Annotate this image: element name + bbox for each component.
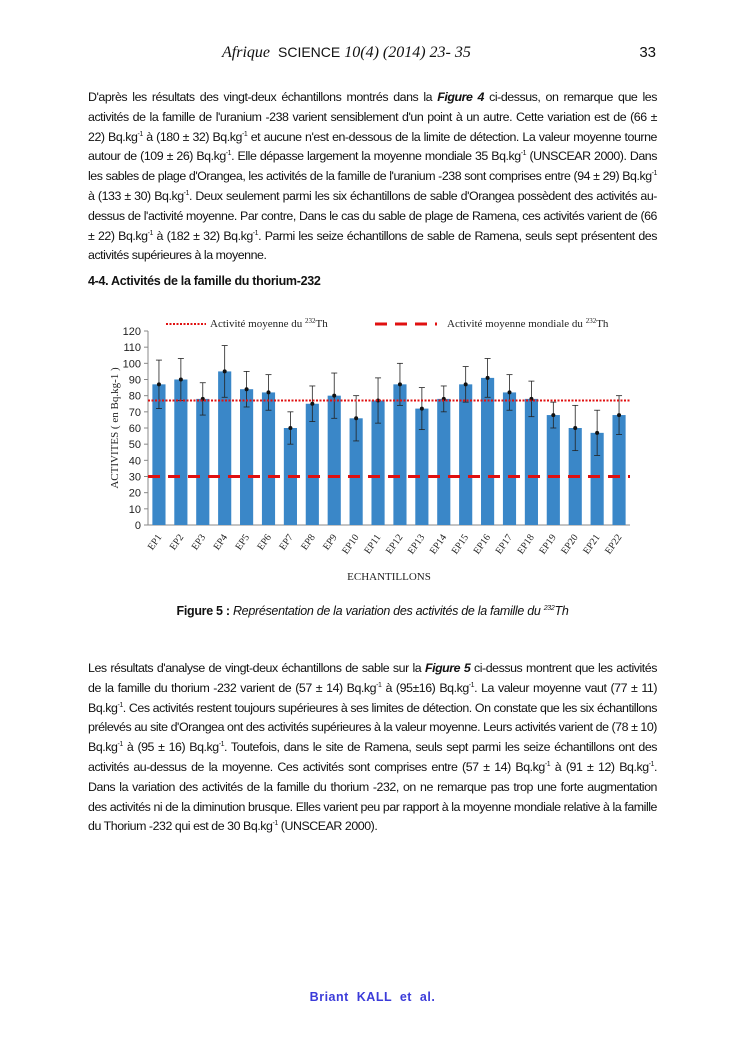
y-tick-label: 80 xyxy=(128,390,141,403)
x-tick-label: EP9 xyxy=(321,532,340,553)
bar-EP5 xyxy=(240,389,253,525)
x-tick-label: EP8 xyxy=(299,532,318,553)
data-point xyxy=(223,369,227,373)
superscript: -1 xyxy=(272,820,278,828)
bar-EP14 xyxy=(437,399,450,525)
paragraph-thorium xyxy=(88,659,657,837)
caption-sup: 232 xyxy=(543,604,555,612)
section-title: 4-4. Activités de la famille du thorium-232 xyxy=(88,274,321,288)
x-tick-label: EP19 xyxy=(537,532,559,557)
y-tick-label: 100 xyxy=(122,358,141,371)
y-tick-label: 110 xyxy=(123,342,141,355)
x-tick-label: EP7 xyxy=(277,532,296,553)
legend-label xyxy=(447,317,609,330)
text-run: à (180 ± 32) Bq.kg xyxy=(142,129,242,144)
data-point xyxy=(354,416,358,420)
x-tick-label: EP21 xyxy=(581,532,603,557)
text-run: et aucune n'est en-dessous de la limite de détection. La valeur moyenne tourne autour de (109 ± 26) Bq.kg xyxy=(88,129,657,164)
superscript: -1 xyxy=(468,681,475,689)
x-tick-label: EP20 xyxy=(559,532,581,557)
journal-reference xyxy=(222,44,471,62)
data-point xyxy=(486,376,490,380)
journal-name-sc: SCIENCE xyxy=(278,44,341,60)
y-tick-label: 30 xyxy=(128,471,141,484)
y-tick-label: 60 xyxy=(128,423,141,435)
page-number: 33 xyxy=(639,44,656,61)
superscript: -1 xyxy=(648,760,654,768)
superscript: -1 xyxy=(376,681,382,689)
footer-authors: Briant KALL et al. xyxy=(309,990,436,1004)
data-point xyxy=(179,378,183,382)
figure-reference: Figure 5 xyxy=(424,661,471,675)
x-tick-label: EP6 xyxy=(255,532,274,553)
text-run: . La valeur moyenne vaut (77 ± 11) Bq.kg xyxy=(88,680,658,715)
data-point xyxy=(398,382,402,386)
text-run: à (95 ± 16) Bq.kg xyxy=(122,740,219,755)
superscript: -1 xyxy=(252,229,259,237)
data-point xyxy=(310,402,314,406)
bar-EP17 xyxy=(503,392,516,525)
figure-reference: Figure 4 xyxy=(437,90,484,104)
y-tick-label: 120 xyxy=(122,326,141,338)
data-point xyxy=(595,431,599,435)
x-tick-label: EP1 xyxy=(145,532,165,553)
x-tick-label: EP16 xyxy=(471,532,494,557)
bar-EP19 xyxy=(547,415,560,525)
x-tick-label: EP3 xyxy=(189,532,209,553)
x-tick-label: EP10 xyxy=(340,532,362,557)
x-tick-label: EP2 xyxy=(167,532,187,553)
text-run: . Deux seulement parmi les six échantillons de sable d'Orangea possèdent des activités au-dessus de l'activité moyenne. Par contre, Dans le cas du sable de plage de Ramena, ces activités varient de (66 ± 22) Bq.kg xyxy=(88,188,657,243)
x-tick-label: EP11 xyxy=(362,532,384,557)
superscript: -1 xyxy=(137,130,143,138)
text-run: D'après les résultats des vingt-deux échantillons montrés dans la xyxy=(88,90,438,104)
x-tick-label: EP14 xyxy=(427,532,450,557)
text-run: ci-dessus, on remarque que les activités de la famille de l'uranium -238 varient sensiblement d'un point à un autre. Cette variation est de (66 ± 22) Bq.kg xyxy=(88,90,657,144)
caption-label: Figure 5 : xyxy=(176,604,230,618)
bar-EP6 xyxy=(262,392,275,525)
y-tick-label: 10 xyxy=(128,503,141,516)
legend-text: Activité moyenne mondiale du xyxy=(447,318,586,330)
y-tick-label: 20 xyxy=(128,487,141,500)
paragraph-uranium xyxy=(88,88,657,266)
journal-volume: 10(4) (2014) 23- 35 xyxy=(344,44,471,61)
text-run: Les résultats d'analyse de vingt-deux échantillons de sable sur la xyxy=(88,661,425,675)
text-run: à (182 ± 32) Bq.kg xyxy=(152,228,253,243)
x-tick-label: EP22 xyxy=(603,532,625,557)
x-tick-label: EP15 xyxy=(449,532,472,557)
running-header xyxy=(0,44,745,66)
superscript: -1 xyxy=(147,229,153,237)
caption-tail: Th xyxy=(554,604,569,618)
text-run: . Elle dépasse largement la moyenne mondiale 35 Bq.kg xyxy=(231,149,521,164)
text-run: (UNSCEAR 2000). xyxy=(277,819,378,834)
legend-tail: Th xyxy=(315,318,328,330)
legend-sup: 232 xyxy=(305,317,316,325)
journal-name: Afrique xyxy=(222,44,270,61)
data-point xyxy=(617,413,621,417)
y-tick-label: 70 xyxy=(128,406,141,419)
y-tick-label: 40 xyxy=(128,455,141,468)
text-run: . Toutefois, dans le site de Ramena, seuls sept parmi les seize échantillons ont des activités au-dessus de la moyenne. Ces activités sont comprises entre (57 ± 14) Bq.kg xyxy=(88,740,658,774)
y-tick-label: 0 xyxy=(134,520,141,532)
superscript: -1 xyxy=(117,701,123,709)
data-point xyxy=(245,387,249,391)
superscript: -1 xyxy=(651,170,657,178)
data-point xyxy=(573,426,577,430)
legend-tail: Th xyxy=(596,318,609,330)
bar-EP8 xyxy=(306,404,319,525)
text-run: . Parmi les seize échantillons de sable de Ramena, seuls sept présentent des activités supérieures à la moyenne. xyxy=(88,228,657,263)
bar-EP3 xyxy=(196,399,209,525)
text-run: à (91 ± 12) Bq.kg xyxy=(550,759,649,774)
superscript: -1 xyxy=(241,130,248,138)
x-tick-label: EP13 xyxy=(405,532,428,557)
text-run: ci-dessus montrent que les activités de la famille du thorium -232 varient de (57 ± 14) Bq.kg xyxy=(88,661,657,695)
legend-text: Activité moyenne du xyxy=(210,318,306,330)
data-point xyxy=(551,413,555,417)
text-run: . Dans la variation des activités de la famille du thorium -232, on ne remarque pas trop une forte augmentation des activités ni de la diminution brusque. Elles varient peu par rapport à la moyenne mondiale relative à la famille du Thorium -232 qui est de 30 Bq.kg xyxy=(88,759,657,834)
data-point xyxy=(464,382,468,386)
y-tick-label: 90 xyxy=(128,374,141,387)
text-run: à (95±16) Bq.kg xyxy=(381,680,469,695)
data-point xyxy=(267,390,271,394)
y-axis-title: ACTIVITES ( en Bq.kg-1 ) xyxy=(109,367,121,489)
text-run: . Ces activités restent toujours supérieures à ses limites de détection. On constate que les six échantillons prélevés au site d'Orangea ont des activités supérieures à la valeur moyenne. Leurs activités varient de (78 ± 10) Bq.kg xyxy=(88,700,657,755)
x-tick-label: EP17 xyxy=(493,532,515,557)
x-tick-label: EP18 xyxy=(515,532,537,557)
data-point xyxy=(420,407,424,411)
x-axis-title: ECHANTILLONS xyxy=(347,571,431,583)
superscript: -1 xyxy=(117,741,123,749)
superscript: -1 xyxy=(544,760,551,768)
bar-EP18 xyxy=(525,399,538,525)
superscript: -1 xyxy=(218,741,225,749)
text-run: à (133 ± 30) Bq.kg xyxy=(88,188,184,203)
data-point xyxy=(508,390,512,394)
data-point xyxy=(288,426,292,430)
data-point xyxy=(332,394,336,398)
data-point xyxy=(157,382,161,386)
text-run: (UNSCEAR 2000). Dans les sables de plage d'Orangea, les activités de la famille de l'uranium -238 sont comprises entre (94 ± 29) Bq.kg xyxy=(88,149,657,184)
superscript: -1 xyxy=(225,150,232,158)
legend-sup: 232 xyxy=(585,317,597,325)
x-tick-label: EP12 xyxy=(383,532,406,557)
figure-caption xyxy=(0,604,745,618)
bar-chart xyxy=(100,315,640,590)
x-tick-label: EP5 xyxy=(233,532,253,553)
superscript: -1 xyxy=(520,150,527,158)
x-tick-label: EP4 xyxy=(211,532,231,553)
superscript: -1 xyxy=(183,189,189,197)
caption-text: Représentation de la variation des activités de la famille du xyxy=(232,604,541,618)
bar-EP15 xyxy=(459,384,472,525)
legend-label xyxy=(210,317,328,330)
y-tick-label: 50 xyxy=(128,439,141,452)
